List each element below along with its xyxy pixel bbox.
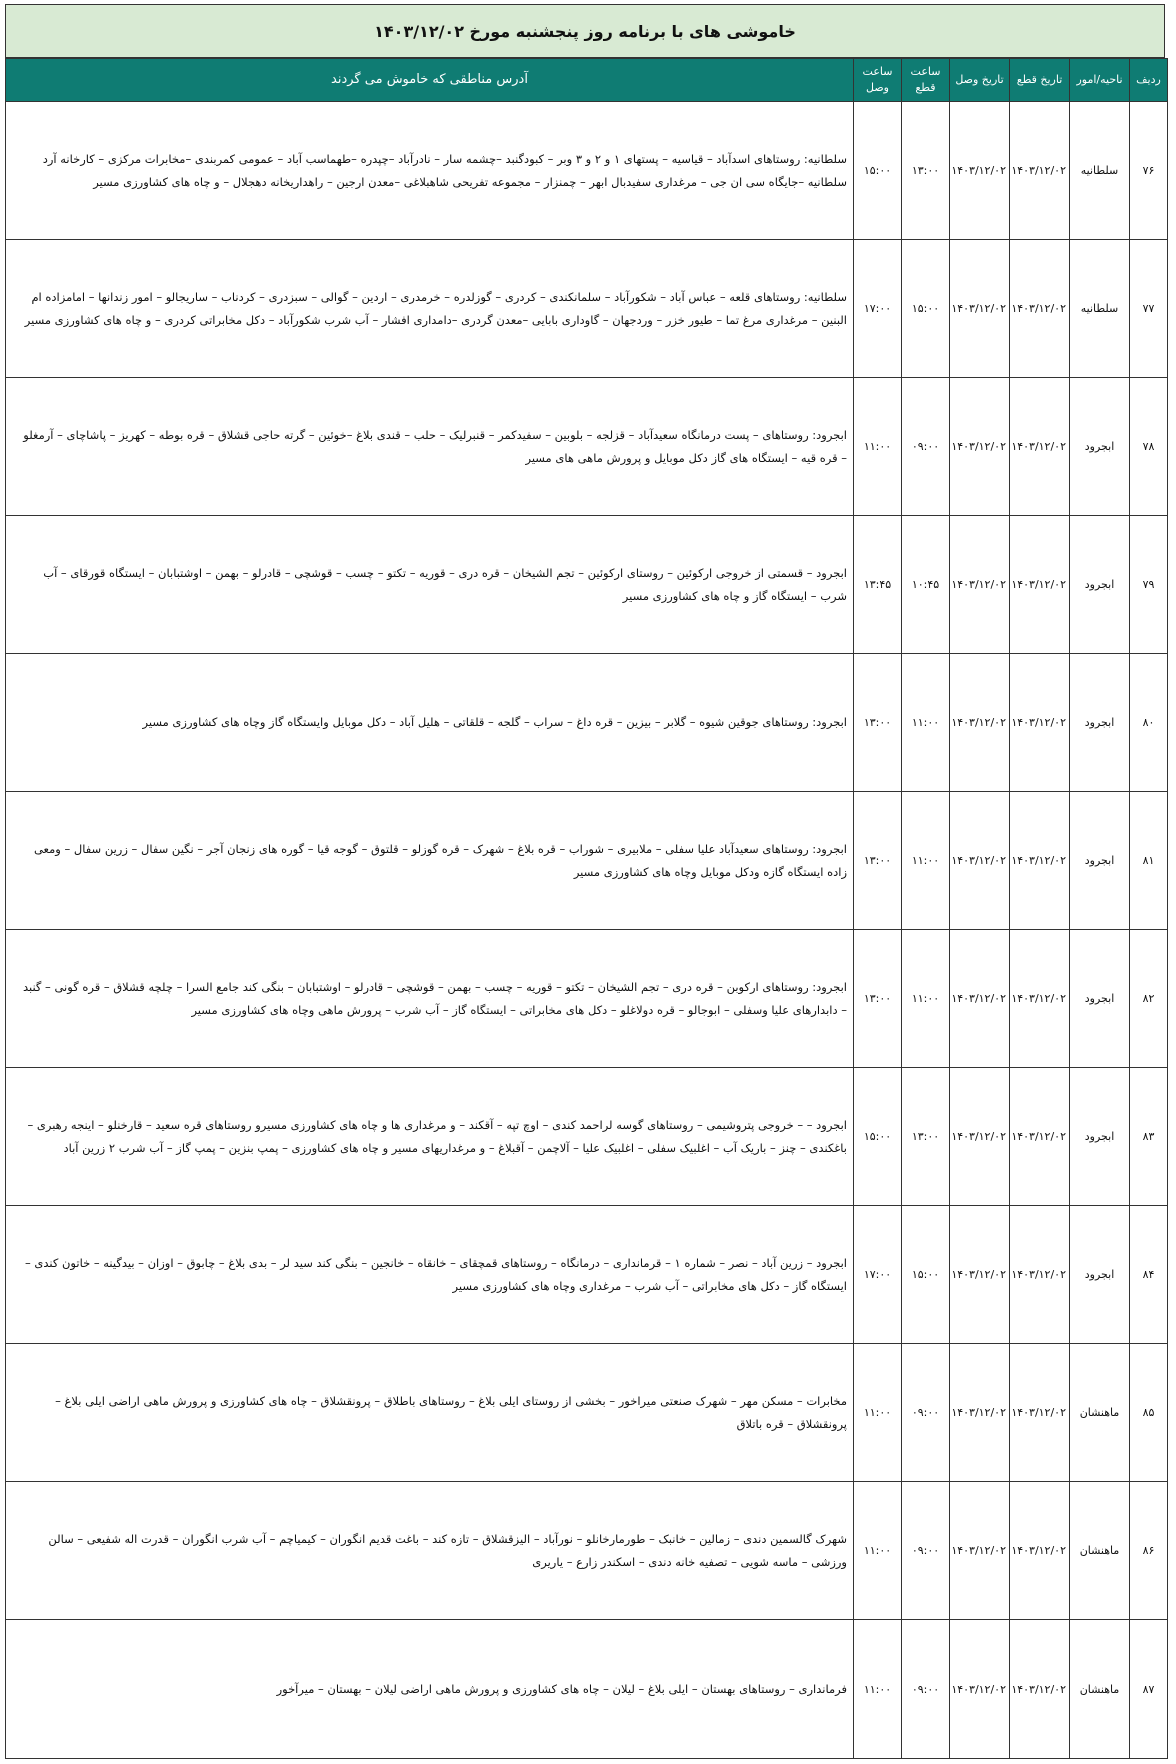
schedule-sheet (5, 4, 1165, 1759)
header-address: آدرس مناطقی که خاموش می گردند (6, 59, 854, 102)
header-row-no: ردیف (1130, 59, 1168, 102)
cell-connect-date: ۱۴۰۳/۱۲/۰۲ (950, 378, 1010, 516)
cell-cut-time: ۱۳:۰۰ (902, 1068, 950, 1206)
cell-cut-date: ۱۴۰۳/۱۲/۰۲ (1010, 516, 1070, 654)
cell-connect-date: ۱۴۰۳/۱۲/۰۲ (950, 1206, 1010, 1344)
cell-address: ابجرود – – خروجی پتروشیمی – روستاهای گوسه لراحمد کندی – اوچ تپه – آقکند – و مرغداری ها و چاه های کشاورزی مسیرو روستاهای قره سعید – قارخنلو – اینجه رهبری – باغکندی – چنز – باریک آب – اغلبیک سفلی – اغلبیک علیا – آلاچمن – آقبلاغ – و مرغداریهای مسیر و چاه های کشاورزی – پمپ بنزین – پمپ گاز – آب شرب ۲ زرین آباد (6, 1068, 854, 1206)
cell-connect-date: ۱۴۰۳/۱۲/۰۲ (950, 792, 1010, 930)
cell-connect-time: ۱۷:۰۰ (854, 240, 902, 378)
cell-address: مخابرات – مسکن مهر – شهرک صنعتی میراخور – بخشی از روستای ایلی بلاغ – روستاهای باطلاق – پرونقشلاق – چاه های کشاورزی و پرورش ماهی اراضی ایلی بلاغ – پرونقشلاق – قره باتلاق (6, 1344, 854, 1482)
cell-row-no: ۷۷ (1130, 240, 1168, 378)
cell-district: ابجرود (1070, 792, 1130, 930)
table-header-row (6, 59, 1168, 102)
table-row (6, 516, 1168, 654)
cell-cut-date: ۱۴۰۳/۱۲/۰۲ (1010, 1344, 1070, 1482)
cell-cut-date: ۱۴۰۳/۱۲/۰۲ (1010, 378, 1070, 516)
cell-district: ابجرود (1070, 378, 1130, 516)
table-row (6, 1344, 1168, 1482)
outage-table (5, 58, 1168, 1759)
cell-connect-time: ۱۳:۰۰ (854, 792, 902, 930)
cell-cut-time: ۱۱:۰۰ (902, 930, 950, 1068)
cell-connect-date: ۱۴۰۳/۱۲/۰۲ (950, 1482, 1010, 1620)
header-connect-time: ساعت وصل (854, 59, 902, 102)
table-row (6, 792, 1168, 930)
cell-district: ابجرود (1070, 1206, 1130, 1344)
cell-connect-time: ۱۵:۰۰ (854, 1068, 902, 1206)
cell-cut-time: ۰۹:۰۰ (902, 1620, 950, 1759)
table-row (6, 1206, 1168, 1344)
cell-row-no: ۷۸ (1130, 378, 1168, 516)
cell-cut-date: ۱۴۰۳/۱۲/۰۲ (1010, 102, 1070, 240)
header-district: ناحیه/امور (1070, 59, 1130, 102)
table-row (6, 654, 1168, 792)
cell-district: ماهنشان (1070, 1620, 1130, 1759)
cell-cut-date: ۱۴۰۳/۱۲/۰۲ (1010, 654, 1070, 792)
cell-cut-time: ۱۰:۴۵ (902, 516, 950, 654)
cell-district: سلطانیه (1070, 102, 1130, 240)
cell-address: سلطانیه: روستاهای اسدآباد – قیاسیه – پستهای ۱ و ۲ و ۳ وبر – کبودگنبد –چشمه سار – نادرآباد –چپدره –طهماسب آباد – عمومی کمربندی –مخابرات مرکزی – کارخانه آرد سلطانیه –جایگاه سی ان جی – مرغداری سفیدبال ابهر – چمنزار – مجموعه تفریحی شاهبلاغی –معدن ارجین – راهداریخانه دهجلال – و چاه های کشاورزی مسیر (6, 102, 854, 240)
cell-connect-date: ۱۴۰۳/۱۲/۰۲ (950, 930, 1010, 1068)
cell-cut-time: ۱۱:۰۰ (902, 792, 950, 930)
cell-address: ابجرود: روستاهای – پست درمانگاه سعیدآباد – قزلجه – بلوبین – سفیدکمر – قنبرلیک – حلب – قندی بلاغ –خوئین – گرته حاجی قشلاق – قره بوطه – کهریز – پاشاچای – آرمغلو – قره قیه – ایستگاه های گاز دکل موبایل و پرورش ماهی های مسیر (6, 378, 854, 516)
cell-row-no: ۸۵ (1130, 1344, 1168, 1482)
cell-row-no: ۸۲ (1130, 930, 1168, 1068)
cell-connect-time: ۱۵:۰۰ (854, 102, 902, 240)
header-connect-date: تاریخ وصل (950, 59, 1010, 102)
page-title: خاموشی های با برنامه روز پنجشنبه مورخ ۱۴۰۳/۱۲/۰۲ (5, 4, 1165, 58)
cell-row-no: ۸۴ (1130, 1206, 1168, 1344)
cell-address: ابجرود – قسمتی از خروجی ارکوئین – روستای ارکوئین – تجم الشیخان – قره دری – قوریه – تکتو – چسب – قوشچی – قادرلو – بهمن – اوشتبابان – ایستگاه قورقای – آب شرب – ایستگاه گاز و چاه های کشاورزی مسیر (6, 516, 854, 654)
cell-row-no: ۷۹ (1130, 516, 1168, 654)
cell-district: سلطانیه (1070, 240, 1130, 378)
cell-district: ماهنشان (1070, 1482, 1130, 1620)
table-row (6, 930, 1168, 1068)
cell-row-no: ۸۷ (1130, 1620, 1168, 1759)
cell-connect-time: ۱۳:۰۰ (854, 654, 902, 792)
cell-address: ابجرود – زرین آباد – نصر – شماره ۱ – قرمانداری – درمانگاه – روستاهای قمچقای – خانقاه – خانجین – بنگی کند سید لر – بدی بلاغ – چابوق – اوزان – بیدگینه – خاتون کندی – ایستگاه گاز – دکل های مخابراتی – آب شرب – مرغداری وچاه های کشاورزی مسیر (6, 1206, 854, 1344)
cell-district: ماهنشان (1070, 1344, 1130, 1482)
table-row (6, 1068, 1168, 1206)
cell-connect-date: ۱۴۰۳/۱۲/۰۲ (950, 1620, 1010, 1759)
cell-address: سلطانیه: روستاهای قلعه – عباس آباد – شکورآباد – سلمانکندی – کردری – گوزلدره – خرمدری – اردین – گوالی – سبزدری – کردناب – ساریجالو – امور زندانها – امامزاده ام البنین – مرغداری مرغ تما – طیور خزر – وردجهان – گاوداری بابایی –معدن گردری –دامداری افشار – آب شرب شکورآباد – دکل مخابراتی کردری – و چاه های کشاورزی مسیر (6, 240, 854, 378)
cell-connect-date: ۱۴۰۳/۱۲/۰۲ (950, 1344, 1010, 1482)
table-row (6, 378, 1168, 516)
cell-cut-time: ۰۹:۰۰ (902, 1482, 950, 1620)
cell-row-no: ۷۶ (1130, 102, 1168, 240)
table-row (6, 240, 1168, 378)
cell-cut-time: ۰۹:۰۰ (902, 1344, 950, 1482)
cell-address: فرمانداری – روستاهای بهستان – ایلی بلاغ – لیلان – چاه های کشاورزی و پرورش ماهی اراضی لیلان – بهستان – میرآخور (6, 1620, 854, 1759)
cell-row-no: ۸۳ (1130, 1068, 1168, 1206)
cell-cut-time: ۰۹:۰۰ (902, 378, 950, 516)
table-row (6, 1482, 1168, 1620)
cell-cut-date: ۱۴۰۳/۱۲/۰۲ (1010, 240, 1070, 378)
cell-cut-time: ۱۵:۰۰ (902, 240, 950, 378)
cell-cut-date: ۱۴۰۳/۱۲/۰۲ (1010, 1620, 1070, 1759)
cell-address: ابجرود: روستاهای جوقین شیوه – گلابر – بیزین – قره داغ – سراب – گلجه – قلقاتی – هلیل آباد – دکل موبایل وایستگاه گاز وچاه های کشاورزی مسیر (6, 654, 854, 792)
cell-connect-date: ۱۴۰۳/۱۲/۰۲ (950, 240, 1010, 378)
cell-district: ابجرود (1070, 654, 1130, 792)
cell-cut-time: ۱۵:۰۰ (902, 1206, 950, 1344)
table-row (6, 1620, 1168, 1759)
cell-district: ابجرود (1070, 930, 1130, 1068)
cell-connect-time: ۱۷:۰۰ (854, 1206, 902, 1344)
cell-cut-date: ۱۴۰۳/۱۲/۰۲ (1010, 1206, 1070, 1344)
cell-row-no: ۸۰ (1130, 654, 1168, 792)
cell-row-no: ۸۱ (1130, 792, 1168, 930)
cell-connect-time: ۱۱:۰۰ (854, 378, 902, 516)
cell-district: ابجرود (1070, 1068, 1130, 1206)
cell-cut-date: ۱۴۰۳/۱۲/۰۲ (1010, 1482, 1070, 1620)
cell-address: ابجرود: روستاهای ارکوبن – قره دری – تجم الشیخان – تکتو – قوریه – چسب – بهمن – قوشچی – قادرلو – اوشتبابان – بنگی کند جامع السرا – چلچه قشلاق – قره گونی – گنبد – دابدارهای علیا وسفلی – ابوجالو – قره دولاغلو – دکل های مخابراتی – ایستگاه گاز – آب شرب – پرورش ماهی وچاه های کشاورزی مسیر (6, 930, 854, 1068)
cell-address: ابجرود: روستاهای سعیدآباد علیا سفلی – ملابیری – شوراب – قره بلاغ – شهرک – قره گوزلو – قلتوق – گوجه قیا – گوره های زنجان آجر – نگین سفال – زرین سفال – ومعی زاده ایستگاه گازه ودکل موبایل وچاه های کشاورزی مسیر (6, 792, 854, 930)
cell-cut-date: ۱۴۰۳/۱۲/۰۲ (1010, 1068, 1070, 1206)
cell-connect-time: ۱۱:۰۰ (854, 1620, 902, 1759)
cell-address: شهرک گالسمین دندی – زمالین – خانبک – طورمارخانلو – نورآباد – الیزقشلاق – تازه کند – باغت قدیم انگوران – کیمیاچم – آب شرب انگوران – قدرت اله شفیعی – سالن ورزشی – ماسه شویی – تصفیه خانه دندی – اسکندر زارع – یاریری (6, 1482, 854, 1620)
cell-connect-date: ۱۴۰۳/۱۲/۰۲ (950, 1068, 1010, 1206)
header-cut-time: ساعت قطع (902, 59, 950, 102)
cell-cut-date: ۱۴۰۳/۱۲/۰۲ (1010, 792, 1070, 930)
cell-district: ابجرود (1070, 516, 1130, 654)
cell-connect-date: ۱۴۰۳/۱۲/۰۲ (950, 516, 1010, 654)
cell-cut-time: ۱۱:۰۰ (902, 654, 950, 792)
cell-connect-time: ۱۱:۰۰ (854, 1482, 902, 1620)
header-cut-date: تاریخ قطع (1010, 59, 1070, 102)
cell-cut-date: ۱۴۰۳/۱۲/۰۲ (1010, 930, 1070, 1068)
cell-row-no: ۸۶ (1130, 1482, 1168, 1620)
table-row (6, 102, 1168, 240)
cell-cut-time: ۱۳:۰۰ (902, 102, 950, 240)
cell-connect-time: ۱۱:۰۰ (854, 1344, 902, 1482)
cell-connect-time: ۱۳:۰۰ (854, 930, 902, 1068)
cell-connect-date: ۱۴۰۳/۱۲/۰۲ (950, 654, 1010, 792)
cell-connect-date: ۱۴۰۳/۱۲/۰۲ (950, 102, 1010, 240)
cell-connect-time: ۱۳:۴۵ (854, 516, 902, 654)
